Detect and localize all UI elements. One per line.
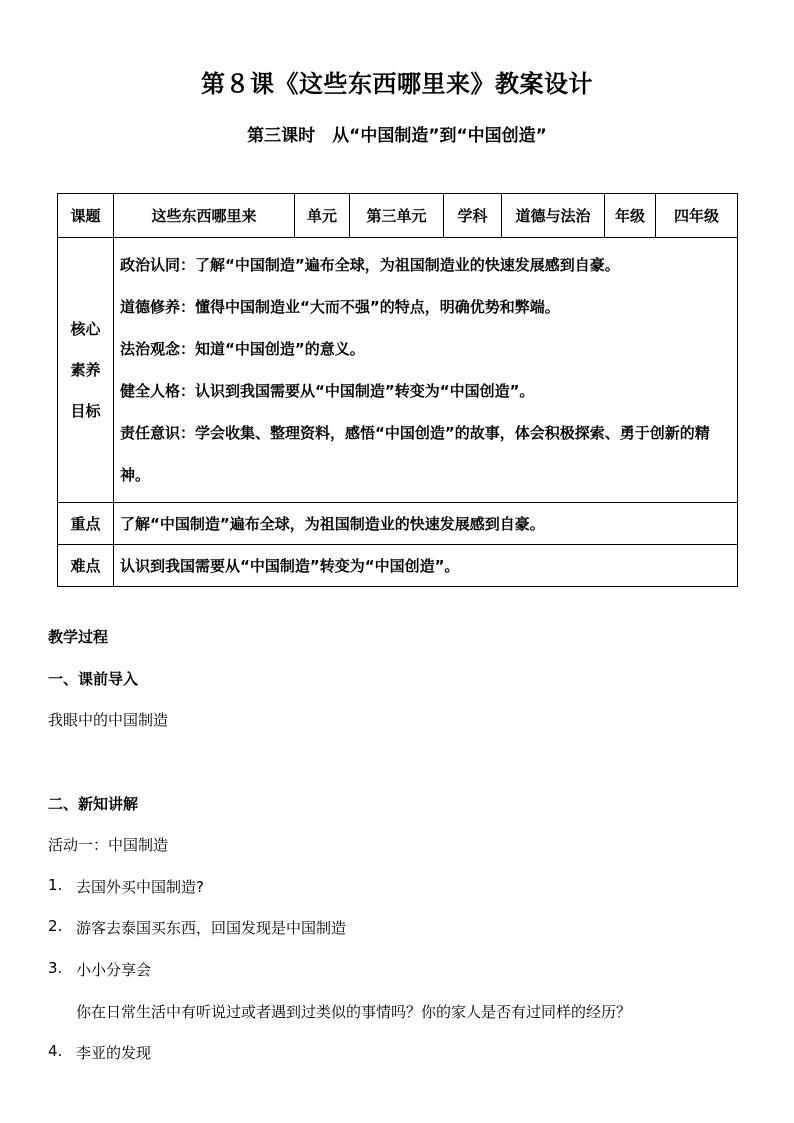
section1-title: 一、课前导入: [48, 670, 139, 688]
goal-personality: 健全人格：认识到我国需要从“中国制造”转变为“中国创造”。: [120, 382, 535, 400]
unit-value: 第三单元: [350, 194, 444, 238]
grade-label: 年级: [605, 194, 656, 238]
unit-label: 单元: [295, 194, 350, 238]
core-goals-row: [58, 238, 738, 503]
table-header-row: [58, 194, 738, 238]
list-item-text: 小小分享会: [76, 961, 152, 979]
core-label-line: 核心: [70, 319, 101, 338]
subject-label: 学科: [444, 194, 502, 238]
process-heading: 教学过程: [48, 628, 109, 646]
grade-value: 四年级: [656, 194, 738, 238]
share-question: 你在日常生活中有听说过或者遇到过类似的事情吗？你的家人是否有过同样的经历？: [76, 1003, 632, 1021]
core-goals-label: [58, 238, 114, 503]
goal-law: 法治观念：知道“中国创造”的意义。: [120, 340, 365, 358]
key-point-row: [58, 503, 738, 545]
key-point-label: 重点: [58, 503, 114, 545]
goal-political: 政治认同：了解“中国制造”遍布全球，为祖国制造业的快速发展感到自豪。: [120, 256, 620, 274]
difficulty-label: 难点: [58, 545, 114, 587]
list-item-text: 游客去泰国买东西，回国发现是中国制造: [76, 919, 347, 937]
core-label-line: 目标: [70, 401, 101, 420]
lesson-info-table: [57, 193, 738, 587]
section1-text: 我眼中的中国制造: [48, 711, 169, 729]
list-item-number: 4.: [48, 1042, 63, 1060]
goal-moral: 道德修养：懂得中国制造业“大而不强”的特点，明确优势和弊端。: [120, 298, 560, 316]
list-item-number: 3.: [48, 959, 63, 977]
list-item-number: 1.: [48, 876, 63, 894]
goal-responsibility: 责任意识：学会收集、整理资料，感悟“中国创造”的故事，体会积极探索、勇于创新的精神。: [120, 424, 710, 484]
difficulty-row: [58, 545, 738, 587]
topic-label: 课题: [58, 194, 114, 238]
topic-value: 这些东西哪里来: [114, 194, 295, 238]
document-title: 第８课《这些东西哪里来》教案设计: [201, 70, 593, 98]
document-subtitle: 第三课时 从“中国制造”到“中国创造”: [247, 126, 547, 146]
list-item-text: 去国外买中国制造?: [76, 878, 204, 896]
difficulty-text: 认识到我国需要从“中国制造”转变为“中国创造”。: [114, 545, 738, 587]
activity-title: 活动一：中国制造: [48, 836, 169, 854]
core-goals-content: [114, 238, 738, 503]
subject-value: 道德与法治: [502, 194, 605, 238]
list-item-text: 李亚的发现: [76, 1044, 152, 1062]
section2-title: 二、新知讲解: [48, 795, 139, 813]
key-point-text: 了解“中国制造”遍布全球，为祖国制造业的快速发展感到自豪。: [114, 503, 738, 545]
list-item-number: 2.: [48, 917, 63, 935]
core-label-line: 素养: [70, 360, 101, 379]
